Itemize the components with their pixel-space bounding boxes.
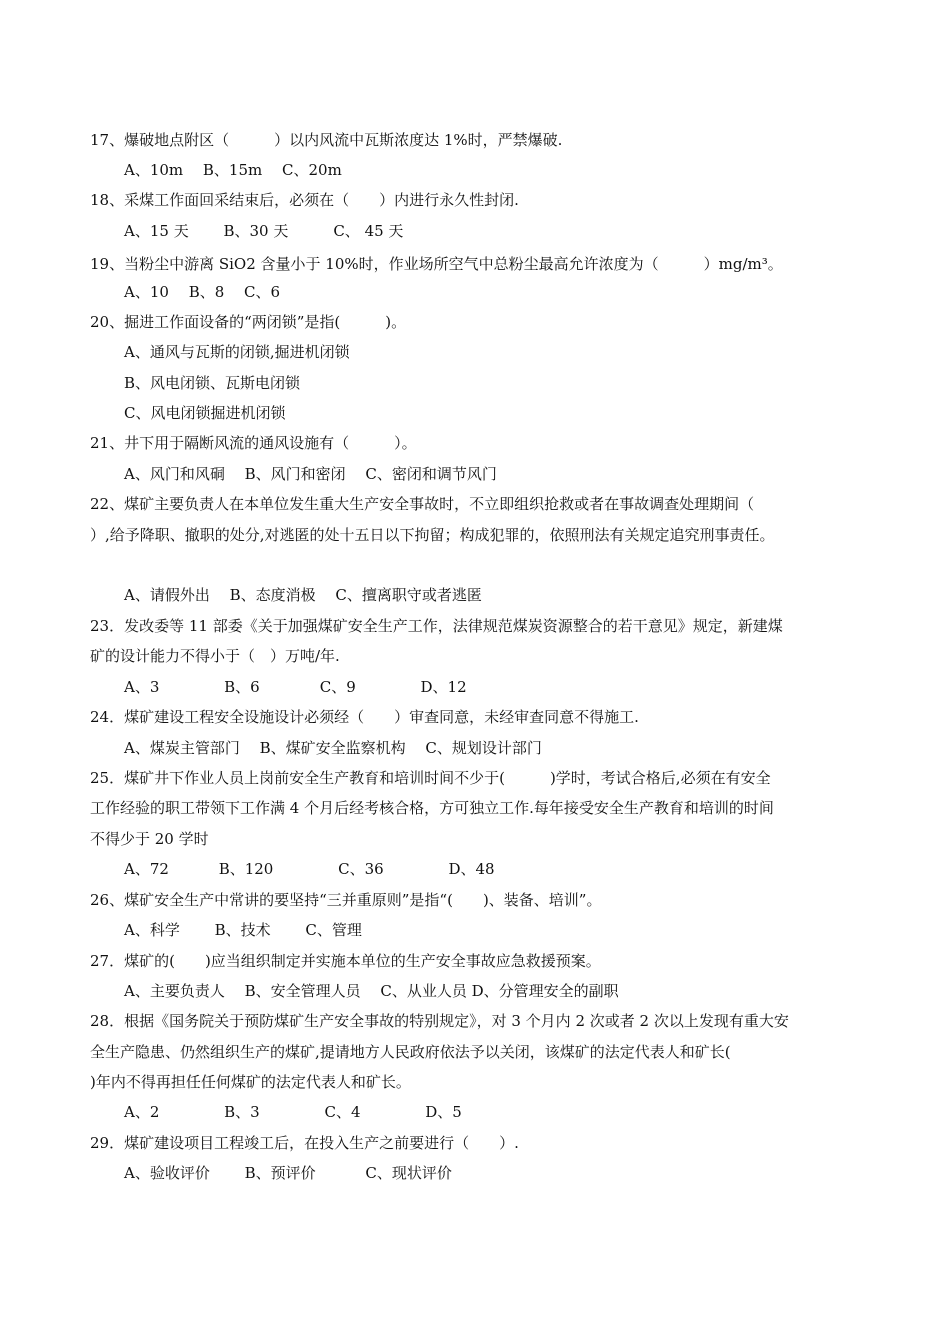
question-23-line-1: 23．发改委等 11 部委《关于加强煤矿安全生产工作，法律规范煤炭资源整合的若干意见》规定，新建煤 bbox=[90, 617, 783, 635]
option-20-c: C、风电闭锁掘进机闭锁 bbox=[124, 404, 286, 422]
question-25-line-1: 25．煤矿井下作业人员上岗前安全生产教育和培训时间不少于( )学时，考试合格后,必须在有安全 bbox=[90, 769, 771, 787]
question-25-line-2: 工作经验的职工带领下工作满 4 个月后经考核合格，方可独立工作.每年接受安全生产教育和培训的时间 bbox=[90, 799, 774, 817]
options-25: A、72 B、120 C、36 D、48 bbox=[124, 860, 495, 878]
options-17: A、10m B、15m C、20m bbox=[124, 161, 342, 179]
question-22-line-1: 22、煤矿主要负责人在本单位发生重大生产安全事故时，不立即组织抢救或者在事故调查处理期间（ bbox=[90, 495, 755, 513]
question-26: 26、煤矿安全生产中常讲的要坚持“三并重原则”是指“( )、装备、培训”。 bbox=[90, 891, 602, 909]
options-26: A、科学 B、技术 C、管理 bbox=[124, 921, 362, 939]
options-27: A、主要负责人 B、安全管理人员 C、从业人员 D、分管理安全的副职 bbox=[124, 982, 619, 1000]
question-23-line-2: 矿的设计能力不得小于（ ）万吨/年. bbox=[90, 647, 340, 665]
question-27: 27．煤矿的( )应当组织制定并实施本单位的生产安全事故应急救援预案。 bbox=[90, 952, 601, 970]
options-29: A、验收评价 B、预评价 C、现状评价 bbox=[124, 1164, 452, 1182]
question-25-line-3: 不得少于 20 学时 bbox=[90, 830, 209, 848]
question-24: 24．煤矿建设工程安全设施设计必须经（ ）审查同意，未经审查同意不得施工. bbox=[90, 708, 639, 726]
options-24: A、煤炭主管部门 B、煤矿安全监察机构 C、规划设计部门 bbox=[124, 739, 542, 757]
question-28-line-3: )年内不得再担任任何煤矿的法定代表人和矿长。 bbox=[90, 1073, 411, 1091]
question-21: 21、井下用于隔断风流的通风设施有（ ）。 bbox=[90, 434, 417, 452]
options-22: A、请假外出 B、态度消极 C、擅离职守或者逃匿 bbox=[124, 586, 482, 604]
options-21: A、风门和风硐 B、风门和密闭 C、密闭和调节风门 bbox=[124, 465, 497, 483]
question-17: 17、爆破地点附区（ ）以内风流中瓦斯浓度达 1%时，严禁爆破. bbox=[90, 131, 563, 149]
question-22-line-2: ）,给予降职、撤职的处分,对逃匿的处十五日以下拘留；构成犯罪的，依照刑法有关规定追究刑事责任。 bbox=[90, 526, 775, 544]
option-20-a: A、通风与瓦斯的闭锁,掘进机闭锁 bbox=[124, 343, 350, 361]
question-18: 18、采煤工作面回采结束后，必须在（ ）内进行永久性封闭. bbox=[90, 191, 519, 209]
option-20-b: B、风电闭锁、瓦斯电闭锁 bbox=[124, 374, 301, 392]
question-28-line-2: 全生产隐患、仍然组织生产的煤矿,提请地方人民政府依法予以关闭，该煤矿的法定代表人和矿长( bbox=[90, 1043, 731, 1061]
options-18: A、15 天 B、30 天 C、 45 天 bbox=[124, 222, 404, 240]
question-28-line-1: 28．根据《国务院关于预防煤矿生产安全事故的特别规定》，对 3 个月内 2 次或者 2 次以上发现有重大安 bbox=[90, 1012, 789, 1030]
question-29: 29．煤矿建设项目工程竣工后，在投入生产之前要进行（ ）. bbox=[90, 1134, 519, 1152]
options-28: A、2 B、3 C、4 D、5 bbox=[124, 1103, 462, 1121]
options-19: A、10 B、8 C、6 bbox=[124, 283, 281, 301]
question-19: 19、当粉尘中游离 SiO2 含量小于 10%时，作业场所空气中总粉尘最高允许浓度为（ ）mg/m³。 bbox=[90, 255, 783, 273]
question-20: 20、掘进工作面设备的“两闭锁”是指( )。 bbox=[90, 313, 407, 331]
options-23: A、3 B、6 C、9 D、12 bbox=[124, 678, 467, 696]
